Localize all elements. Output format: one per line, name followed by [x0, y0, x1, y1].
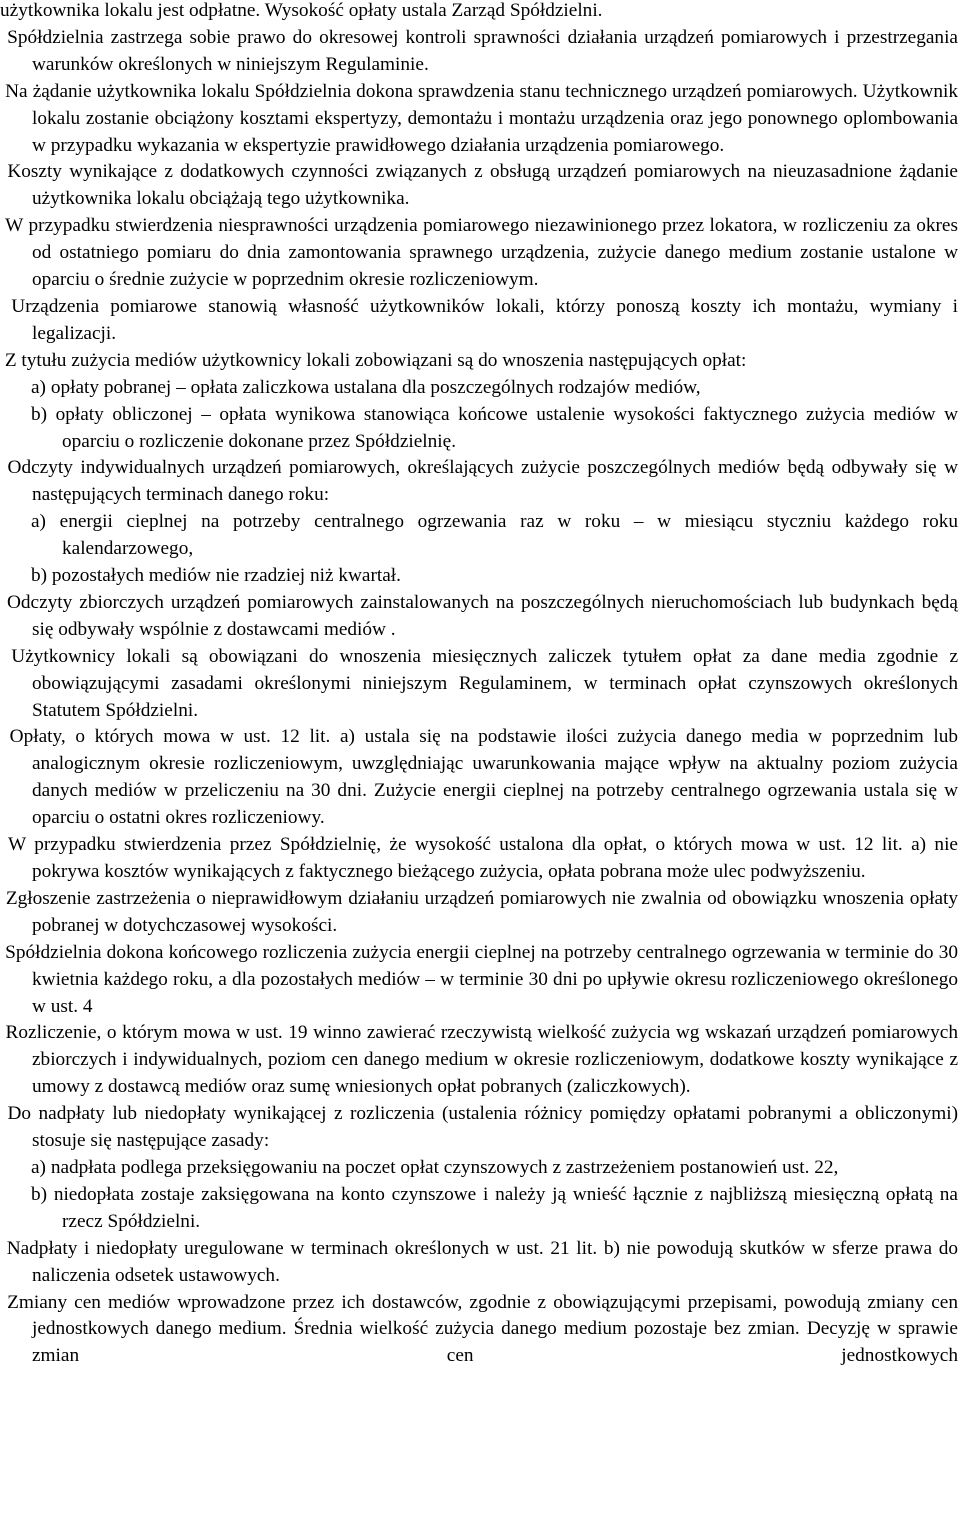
subitem-12b — [0, 402, 958, 456]
paragraph-17 — [0, 832, 958, 886]
paragraph-20 — [0, 1020, 958, 1101]
paragraph-9 — [0, 159, 958, 213]
paragraph-text: Na żądanie użytkownika lokalu Spółdzielnia dokona sprawdzenia stanu technicznego urządzeń pomiarowych. Użytkownik lokalu zostanie obciążony kosztami ekspertyzy, demontażu i montażu urządzenia oraz jego ponownego oplombowania w przypadku wykazania w ekspertyzie prawidłowego działania urządzenia pomiarowego. — [5, 80, 958, 156]
paragraph-18 — [0, 886, 958, 940]
subitem-21a — [0, 1155, 958, 1182]
paragraph-text: Koszty wynikające z dodatkowych czynności związanych z obsługą urządzeń pomiarowych na nieuzasadnione żądanie użytkownika lokalu obciążają tego użytkownika. — [7, 161, 958, 210]
paragraph-text: Spółdzielnia dokona końcowego rozliczenia zużycia energii cieplnej na potrzeby centralnego ogrzewania w terminie do 30 kwietnia każdego roku, a dla pozostałych mediów – w terminie 30 dni po upływie okresu rozliczeniowego określonego w ust. 4 — [5, 941, 958, 1017]
paragraph-text: W przypadku stwierdzenia niesprawności urządzenia pomiarowego niezawinionego przez lokatora, w rozliczeniu za okres od ostatniego pomiaru do dnia zamontowania sprawnego urządzenia, zużycie danego medium zostanie ustalone w oparciu o średnie zużycie w poprzednim okresie rozliczeniowym. — [5, 215, 958, 291]
subitem-text: opłaty pobranej – opłata zaliczkowa ustalana dla poszczególnych rodzajów mediów, — [50, 376, 701, 398]
paragraph-14 — [0, 590, 958, 644]
subitem-label: a) — [31, 511, 46, 533]
subitem-21b — [0, 1182, 958, 1236]
subitem-text: opłaty obliczonej – opłata wynikowa stanowiąca końcowe ustalenie wysokości faktycznego zużycia mediów w oparciu o rozliczenie dokonane przez Spółdzielnię. — [55, 403, 958, 452]
intro-text: użytkownika lokalu jest odpłatne. Wysokość opłaty ustala Zarząd Spółdzielni. — [0, 0, 603, 21]
paragraph-22 — [0, 1236, 958, 1290]
subitem-text: nadpłata podlega przeksięgowaniu na poczet opłat czynszowych z zastrzeżeniem postanowień ust. 22, — [50, 1156, 839, 1178]
paragraph-text: Odczyty zbiorczych urządzeń pomiarowych zainstalowanych na poszczególnych nieruchomościach lub budynkach będą się odbywały wspólnie z dostawcami mediów . — [6, 591, 958, 640]
paragraph-10 — [0, 213, 958, 294]
paragraph-text: Do nadpłaty lub niedopłaty wynikającej z rozliczenia (ustalenia różnicy pomiędzy opłatami pobranymi a obliczonymi) stosuje się następujące zasady: — [7, 1103, 958, 1152]
intro-paragraph — [0, 0, 958, 25]
paragraph-8 — [0, 79, 958, 160]
paragraph-19 — [0, 940, 958, 1021]
paragraph-16 — [0, 724, 958, 832]
paragraph-text: Odczyty indywidualnych urządzeń pomiarowych, określających zużycie poszczególnych mediów będą odbywały się w następujących terminach danego roku: — [7, 457, 958, 506]
paragraph-text: W przypadku stwierdzenia przez Spółdzielnię, że wysokość ustalona dla opłat, o których mowa w ust. 12 lit. a) nie pokrywa kosztów wynikających z faktycznego bieżącego zużycia, opłata pobrana może ulec podwyższeniu. — [8, 834, 958, 882]
subitem-label: a) — [31, 376, 46, 398]
paragraph-15 — [0, 644, 958, 725]
paragraph-text: Zgłoszenie zastrzeżenia o nieprawidłowym działaniu urządzeń pomiarowych nie zwalnia od obowiązku wnoszenia opłaty pobranej w dotychczasowej wysokości. — [5, 887, 958, 936]
subitem-label: b) — [31, 403, 48, 425]
subitem-13a — [0, 509, 958, 563]
paragraph-text: Rozliczenie, o którym mowa w ust. 19 winno zawierać rzeczywistą wielkość zużycia wg wskazań urządzeń pomiarowych zbiorczych i indywidualnych, poziom cen danego medium w okresie rozliczeniowym, dodatkowe koszty wynikające z umowy z dostawcą mediów oraz sumę wniesionych opłat pobranych (zaliczkowych). — [5, 1022, 959, 1098]
subitem-text: pozostałych mediów nie rzadziej niż kwartał. — [51, 565, 401, 587]
paragraph-13 — [0, 455, 958, 509]
subitem-label: b) — [31, 565, 48, 587]
paragraph-21 — [0, 1101, 958, 1155]
subitem-12a — [0, 375, 958, 402]
paragraph-12 — [0, 348, 958, 375]
paragraph-text: Z tytułu zużycia mediów użytkownicy lokali zobowiązani są do wnoszenia następujących opłat: — [4, 349, 747, 371]
paragraph-text: Użytkownicy lokali są obowiązani do wnoszenia miesięcznych zaliczek tytułem opłat za dane media zgodnie z obowiązującymi zasadami określonymi niniejszym Regulaminem, w terminach opłat czynszowych określonych Statutem Spółdzielni. — [11, 645, 958, 721]
subitem-label: a) — [31, 1156, 46, 1178]
paragraph-text: Opłaty, o których mowa w ust. 12 lit. a) ustala się na podstawie ilości zużycia danego media w poprzednim lub analogicznym okresie rozliczeniowym, uwzględniając uwarunkowania mające wpływ na aktualny poziom zużycia danych mediów w przeliczeniu na 30 dni. Zużycie energii cieplnej na potrzeby centralnego ogrzewania ustala się w oparciu o ostatni okres rozliczeniowy. — [9, 726, 958, 829]
paragraph-23 — [0, 1290, 958, 1371]
paragraph-text: Spółdzielnia zastrzega sobie prawo do okresowej kontroli sprawności działania urządzeń pomiarowych i przestrzegania warunków określonych w niniejszym Regulaminie. — [7, 26, 958, 75]
paragraph-text: Zmiany cen mediów wprowadzone przez ich dostawców, zgodnie z obowiązującymi przepisami, powodują zmiany cen jednostkowych danego medium. Średnia wielkość zużycia danego medium pozostaje bez zmian. Decyzję w sprawie zmian cen jednostkowych — [7, 1291, 958, 1367]
subitem-label: b) — [31, 1183, 48, 1205]
subitem-13b — [0, 563, 958, 590]
paragraph-7 — [0, 25, 958, 79]
paragraph-text: Nadpłaty i niedopłaty uregulowane w terminach określonych w ust. 21 lit. b) nie powodują skutków w sferze prawa do naliczenia odsetek ustawowych. — [6, 1237, 958, 1286]
subitem-text: niedopłata zostaje zaksięgowana na konto czynszowe i należy ją wnieść łącznie z najbliższą miesięczną opłatą na rzecz Spółdzielni. — [53, 1183, 958, 1232]
paragraph-text: Urządzenia pomiarowe stanowią własność użytkowników lokali, którzy ponoszą koszty ich montażu, wymiany i legalizacji. — [11, 295, 959, 344]
paragraph-11 — [0, 294, 958, 348]
subitem-text: energii cieplnej na potrzeby centralnego ogrzewania raz w roku – w miesiącu styczniu każdego roku kalendarzowego, — [59, 511, 958, 560]
